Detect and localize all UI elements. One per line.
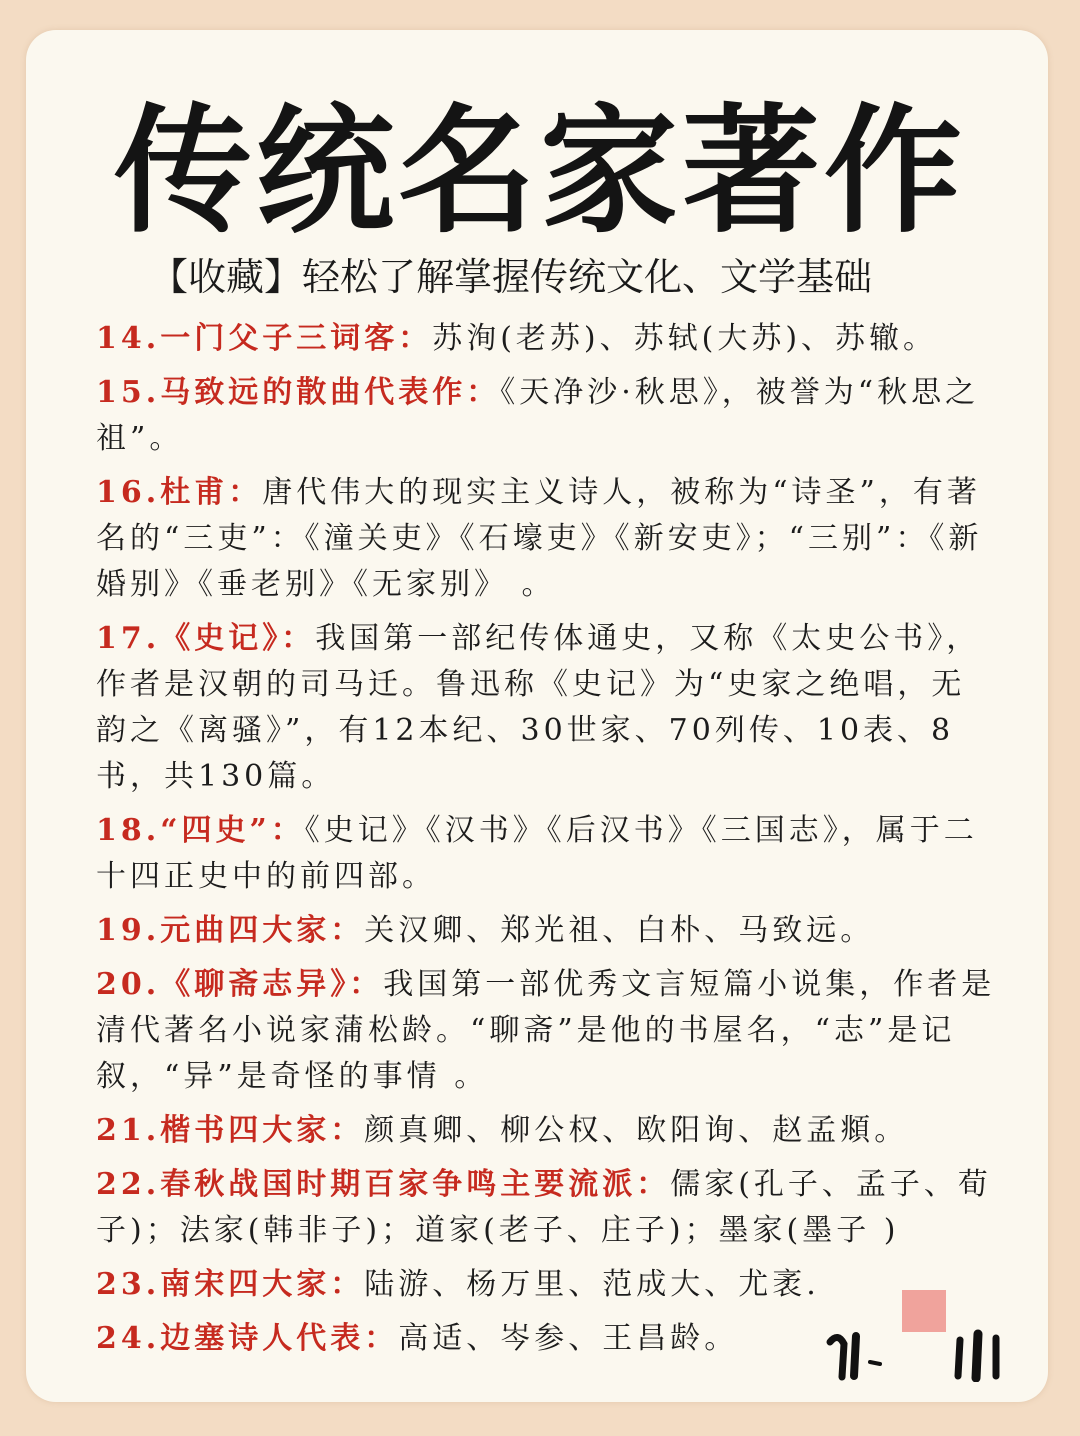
entry-body: 高适、岑参、王昌龄。 [398,1321,739,1356]
entry-body: 《天净沙·秋思》，被誉为“秋思之祖”。 [96,375,980,456]
entry-head: 23.南宋四大家： [96,1267,365,1302]
brush-strokes-decoration [820,1322,1020,1382]
entry-23 [96,1262,996,1308]
entry-head: 17.《史记》： [96,621,316,656]
entry-14 [96,316,996,362]
entry-body: 我国第一部纪传体通史，又称《太史公书》，作者是汉朝的司马迁。鲁迅称《史记》为“史家之绝唱，无韵之《离骚》”，有12本纪、30世家、70列传、10表、8书，共130篇。 [96,621,981,794]
entry-19 [96,908,996,954]
entry-18 [96,808,996,900]
entry-15 [96,370,996,462]
entry-head: 18.“四史”： [96,813,305,848]
entry-body: 唐代伟大的现实主义诗人，被称为“诗圣”，有著名的“三吏”：《潼关吏》《石壕吏》《新安吏》；“三别”：《新婚别》《垂老别》《无家别》 。 [96,475,983,602]
entry-head: 19.元曲四大家： [96,913,365,948]
page-subtitle: 【收藏】轻松了解掌握传统文化、文学基础 [150,255,873,299]
entry-21 [96,1108,996,1154]
entry-head: 14.一门父子三词客： [96,321,433,356]
entry-body: 我国第一部优秀文言短篇小说集，作者是清代著名小说家蒲松龄。“聊斋”是他的书屋名，“志”是记叙，“异”是奇怪的事情 。 [96,967,996,1094]
entry-head: 22.春秋战国时期百家争鸣主要流派： [96,1167,671,1202]
entry-17 [96,616,996,800]
entry-list [96,316,996,1370]
entry-head: 20.《聊斋志异》： [96,967,384,1002]
page-title: 传统名家著作 [113,89,966,252]
entry-20 [96,962,996,1100]
entry-body: 苏洵(老苏)、苏轼(大苏)、苏辙。 [432,321,938,356]
entry-body: 关汉卿、郑光祖、白朴、马致远。 [364,913,875,948]
entry-head: 21.楷书四大家： [96,1113,365,1148]
entry-head: 24.边塞诗人代表： [96,1321,399,1356]
entry-head: 15.马致远的散曲代表作： [96,375,501,410]
entry-body: 陆游、杨万里、范成大、尤袤. [364,1267,820,1302]
entry-16 [96,470,996,608]
entry-body: 儒家(孔子、孟子、荀子)；法家(韩非子)；道家(老子、庄子)；墨家(墨子 ) [96,1167,992,1248]
entry-head: 16.杜甫： [96,475,263,510]
entry-body: 颜真卿、柳公权、欧阳询、赵孟頫。 [364,1113,909,1148]
entry-22 [96,1162,996,1254]
entry-body: 《史记》《汉书》《后汉书》《三国志》，属于二十四正史中的前四部。 [96,813,978,894]
